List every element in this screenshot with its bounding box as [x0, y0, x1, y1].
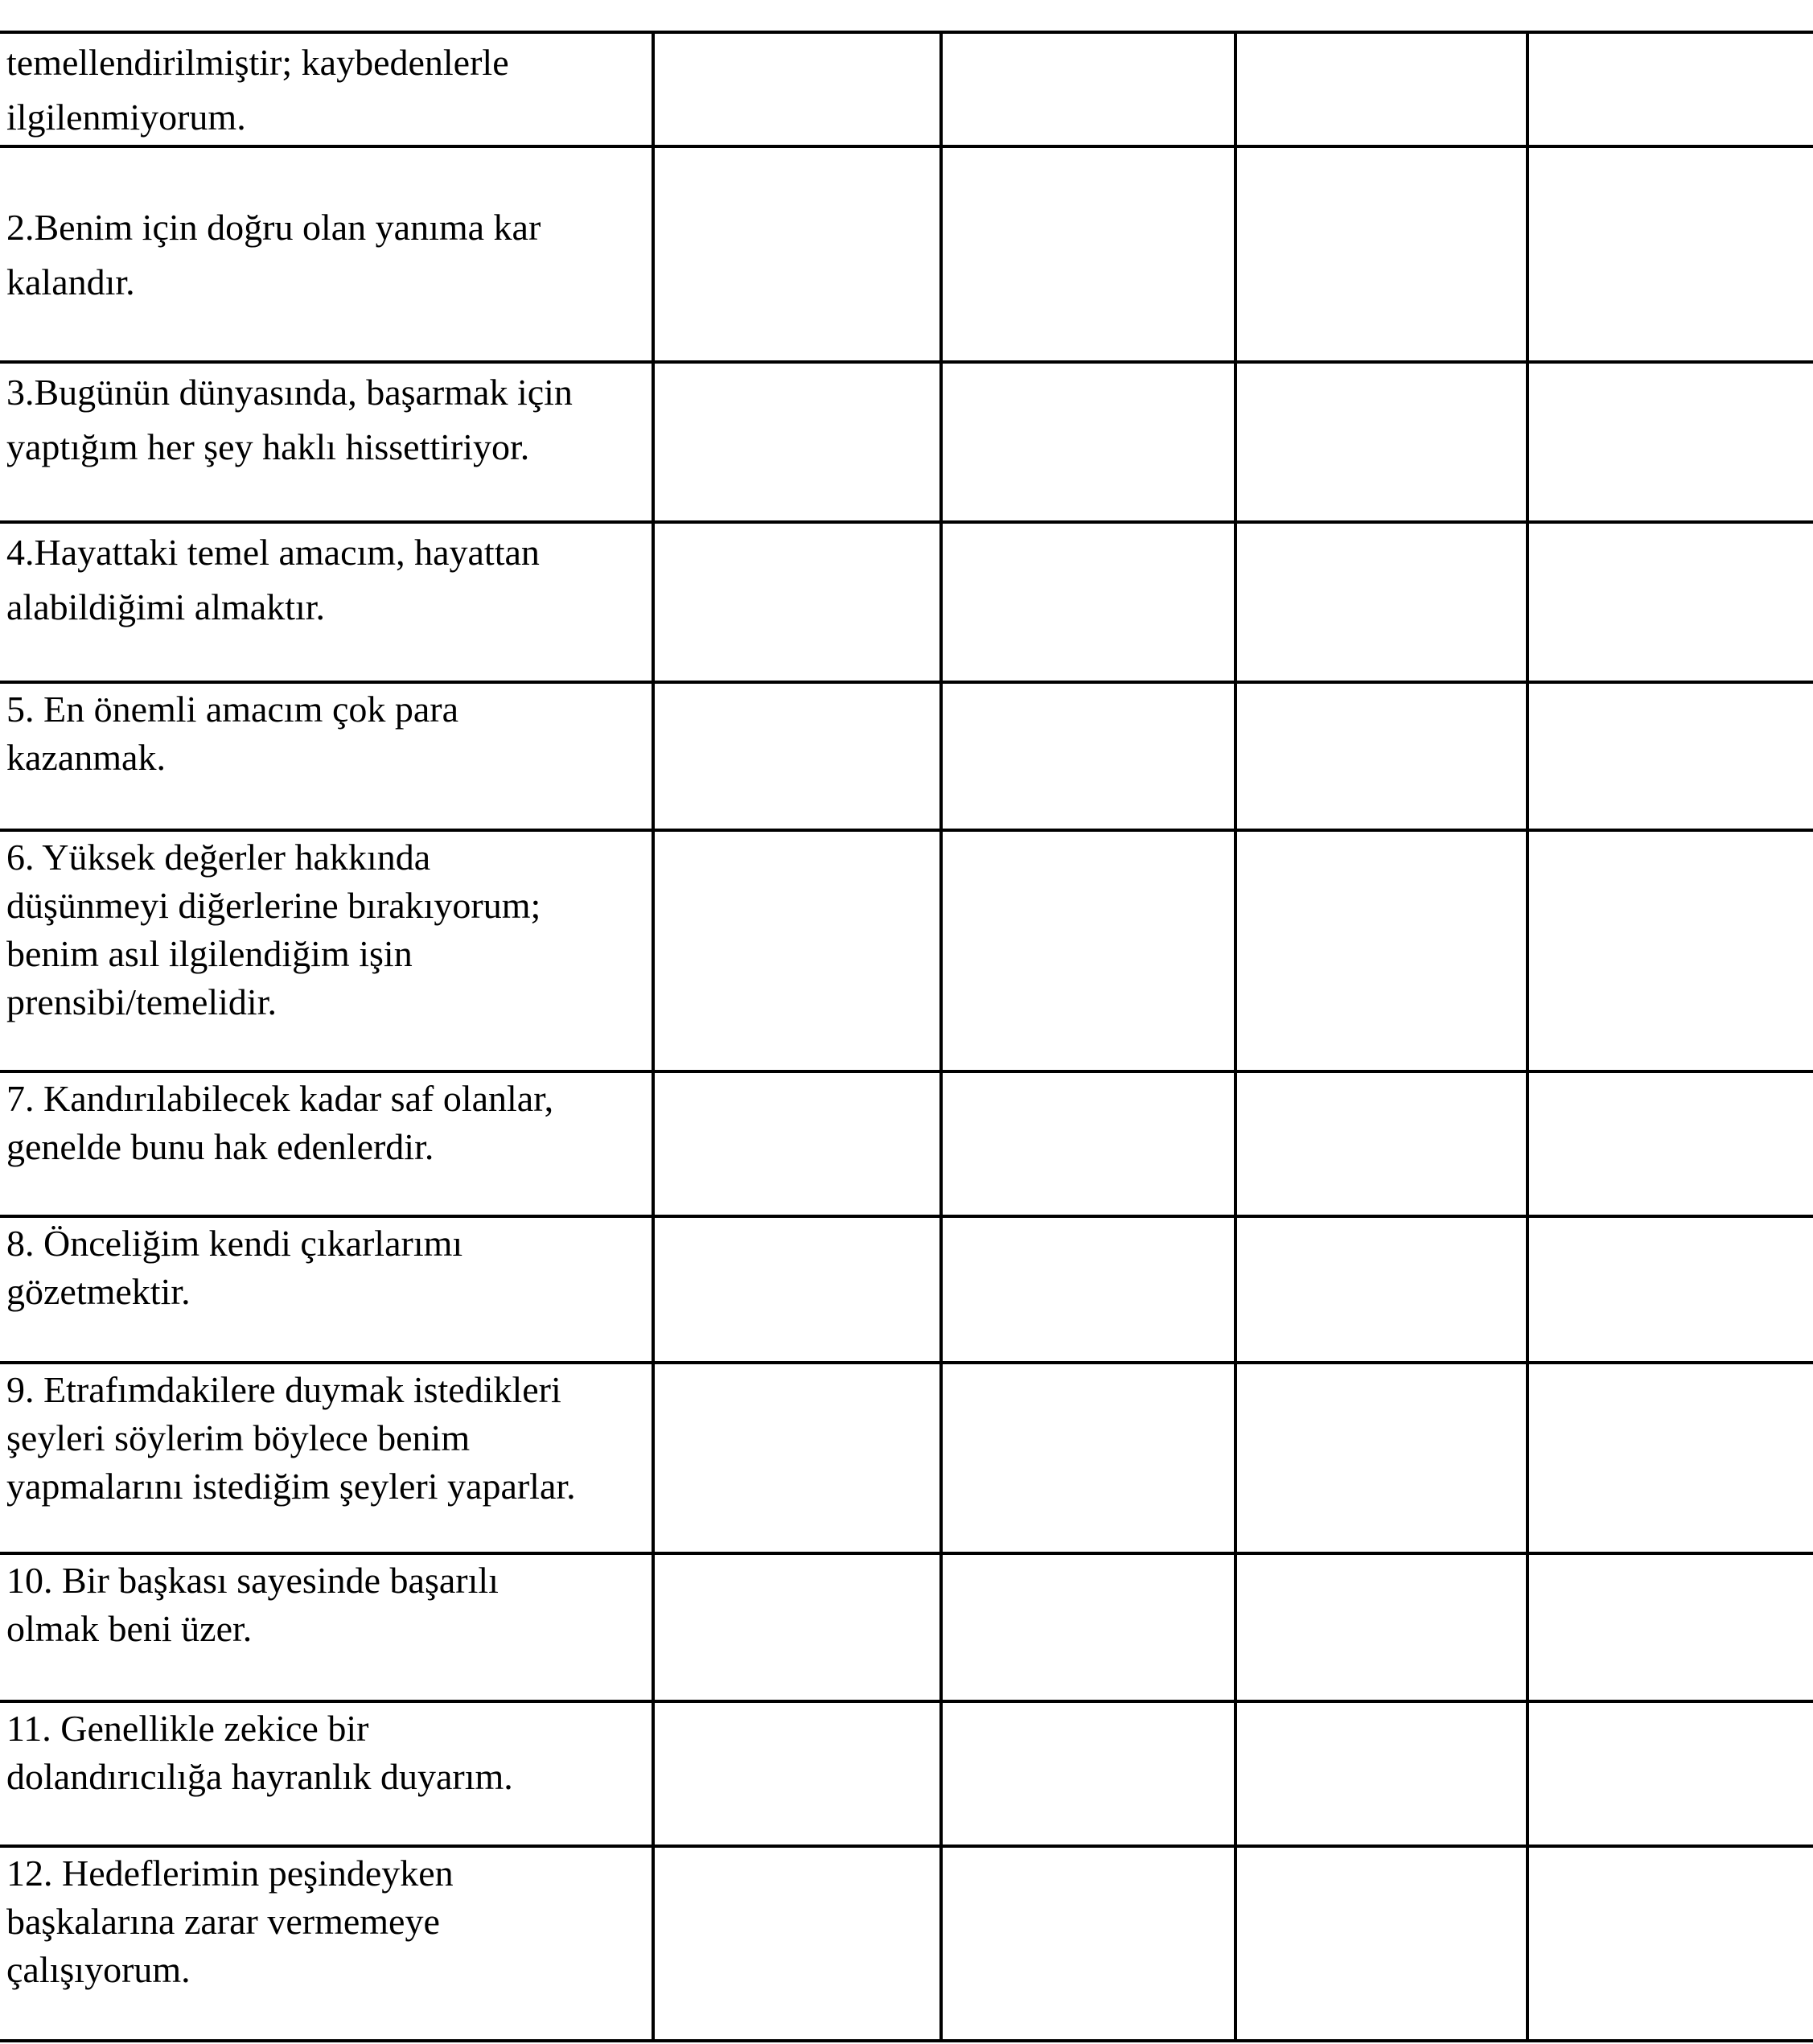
statement-text-line: çalışıyorum. [6, 1949, 191, 1990]
statement-text-line: 2.Benim için doğru olan yanıma kar [6, 207, 541, 248]
statement-cell [0, 32, 653, 146]
response-cell-3[interactable] [1235, 1553, 1527, 1701]
statement-text-line: genelde bunu hak edenlerdir. [6, 1126, 434, 1167]
statement-text-line: başkalarına zarar vermemeye [6, 1901, 440, 1942]
response-cell-4[interactable] [1527, 1846, 1813, 2041]
statement-text-line: gözetmektir. [6, 1271, 191, 1312]
statement-cell [0, 682, 653, 830]
statement-text-line: kazanmak. [6, 737, 166, 778]
statement-text-line: şeyleri söylerim böylece benim [6, 1417, 471, 1458]
response-cell-1[interactable] [653, 830, 941, 1071]
response-cell-3[interactable] [1235, 1216, 1527, 1363]
response-cell-2[interactable] [941, 1216, 1235, 1363]
statement-text-line: kalandır. [6, 261, 135, 302]
statement-text-line: 12. Hedeflerimin peşindeyken [6, 1853, 454, 1894]
response-cell-4[interactable] [1527, 32, 1813, 146]
statement-text-line: ilgilenmiyorum. [6, 97, 246, 138]
response-cell-3[interactable] [1235, 682, 1527, 830]
response-cell-2[interactable] [941, 522, 1235, 682]
statement-text-line: 9. Etrafımdakilere duymak istedikleri [6, 1369, 561, 1410]
response-cell-3[interactable] [1235, 1071, 1527, 1216]
response-cell-3[interactable] [1235, 146, 1527, 362]
response-cell-2[interactable] [941, 830, 1235, 1071]
statement-text-line: benim asıl ilgilendiğim işin [6, 933, 413, 974]
response-cell-4[interactable] [1527, 1363, 1813, 1553]
response-cell-1[interactable] [653, 522, 941, 682]
statement-text-line: 11. Genellikle zekice bir [6, 1708, 369, 1749]
response-cell-3[interactable] [1235, 830, 1527, 1071]
statement-text-line: 7. Kandırılabilecek kadar saf olanlar, [6, 1078, 554, 1119]
response-cell-2[interactable] [941, 362, 1235, 522]
questionnaire-table [0, 31, 1813, 2042]
table-row [0, 32, 1813, 146]
table-row [0, 1363, 1813, 1553]
response-cell-3[interactable] [1235, 522, 1527, 682]
statement-text-line: alabildiğimi almaktır. [6, 586, 326, 627]
response-cell-4[interactable] [1527, 682, 1813, 830]
statement-cell [0, 1701, 653, 1846]
response-cell-1[interactable] [653, 1071, 941, 1216]
response-cell-2[interactable] [941, 146, 1235, 362]
table-row [0, 1846, 1813, 2041]
response-cell-1[interactable] [653, 682, 941, 830]
table-row [0, 1701, 1813, 1846]
response-cell-1[interactable] [653, 362, 941, 522]
statement-text-line: 6. Yüksek değerler hakkında [6, 837, 431, 878]
questionnaire-body [0, 32, 1813, 2041]
statement-cell [0, 522, 653, 682]
response-cell-3[interactable] [1235, 362, 1527, 522]
statement-cell [0, 830, 653, 1071]
statement-text-line: 4.Hayattaki temel amacım, hayattan [6, 532, 540, 573]
statement-text-line: yapmalarını istediğim şeyleri yaparlar. [6, 1466, 576, 1507]
response-cell-2[interactable] [941, 1701, 1235, 1846]
table-row [0, 1216, 1813, 1363]
response-cell-3[interactable] [1235, 1701, 1527, 1846]
response-cell-1[interactable] [653, 1553, 941, 1701]
response-cell-2[interactable] [941, 1363, 1235, 1553]
statement-cell [0, 1216, 653, 1363]
statement-text-line: 3.Bugünün dünyasında, başarmak için [6, 372, 573, 413]
statement-text-line: olmak beni üzer. [6, 1608, 253, 1649]
response-cell-1[interactable] [653, 1216, 941, 1363]
response-cell-4[interactable] [1527, 362, 1813, 522]
statement-cell [0, 1553, 653, 1701]
statement-text-line: 8. Önceliğim kendi çıkarlarımı [6, 1223, 463, 1264]
statement-text-line: 5. En önemli amacım çok para [6, 689, 459, 730]
table-row [0, 146, 1813, 362]
response-cell-4[interactable] [1527, 146, 1813, 362]
response-cell-4[interactable] [1527, 1701, 1813, 1846]
table-row [0, 362, 1813, 522]
response-cell-2[interactable] [941, 32, 1235, 146]
response-cell-4[interactable] [1527, 1553, 1813, 1701]
response-cell-4[interactable] [1527, 1071, 1813, 1216]
table-row [0, 830, 1813, 1071]
response-cell-1[interactable] [653, 1846, 941, 2041]
statement-cell [0, 146, 653, 362]
response-cell-3[interactable] [1235, 1363, 1527, 1553]
response-cell-1[interactable] [653, 1701, 941, 1846]
table-row [0, 682, 1813, 830]
response-cell-4[interactable] [1527, 830, 1813, 1071]
statement-cell [0, 362, 653, 522]
response-cell-1[interactable] [653, 1363, 941, 1553]
response-cell-3[interactable] [1235, 1846, 1527, 2041]
statement-text-line: temellendirilmiştir; kaybedenlerle [6, 42, 509, 83]
response-cell-2[interactable] [941, 1553, 1235, 1701]
statement-text-line: prensibi/temelidir. [6, 981, 277, 1022]
statement-cell [0, 1363, 653, 1553]
response-cell-1[interactable] [653, 146, 941, 362]
statement-cell [0, 1846, 653, 2041]
table-row [0, 1553, 1813, 1701]
response-cell-4[interactable] [1527, 522, 1813, 682]
statement-cell [0, 1071, 653, 1216]
response-cell-4[interactable] [1527, 1216, 1813, 1363]
response-cell-2[interactable] [941, 682, 1235, 830]
statement-text-line: yaptığım her şey haklı hissettiriyor. [6, 426, 530, 467]
response-cell-3[interactable] [1235, 32, 1527, 146]
statement-text-line: 10. Bir başkası sayesinde başarılı [6, 1560, 499, 1601]
table-row [0, 1071, 1813, 1216]
response-cell-1[interactable] [653, 32, 941, 146]
response-cell-2[interactable] [941, 1071, 1235, 1216]
response-cell-2[interactable] [941, 1846, 1235, 2041]
statement-text-line: dolandırıcılığa hayranlık duyarım. [6, 1756, 513, 1797]
table-row [0, 522, 1813, 682]
statement-text-line: düşünmeyi diğerlerine bırakıyorum; [6, 885, 541, 926]
